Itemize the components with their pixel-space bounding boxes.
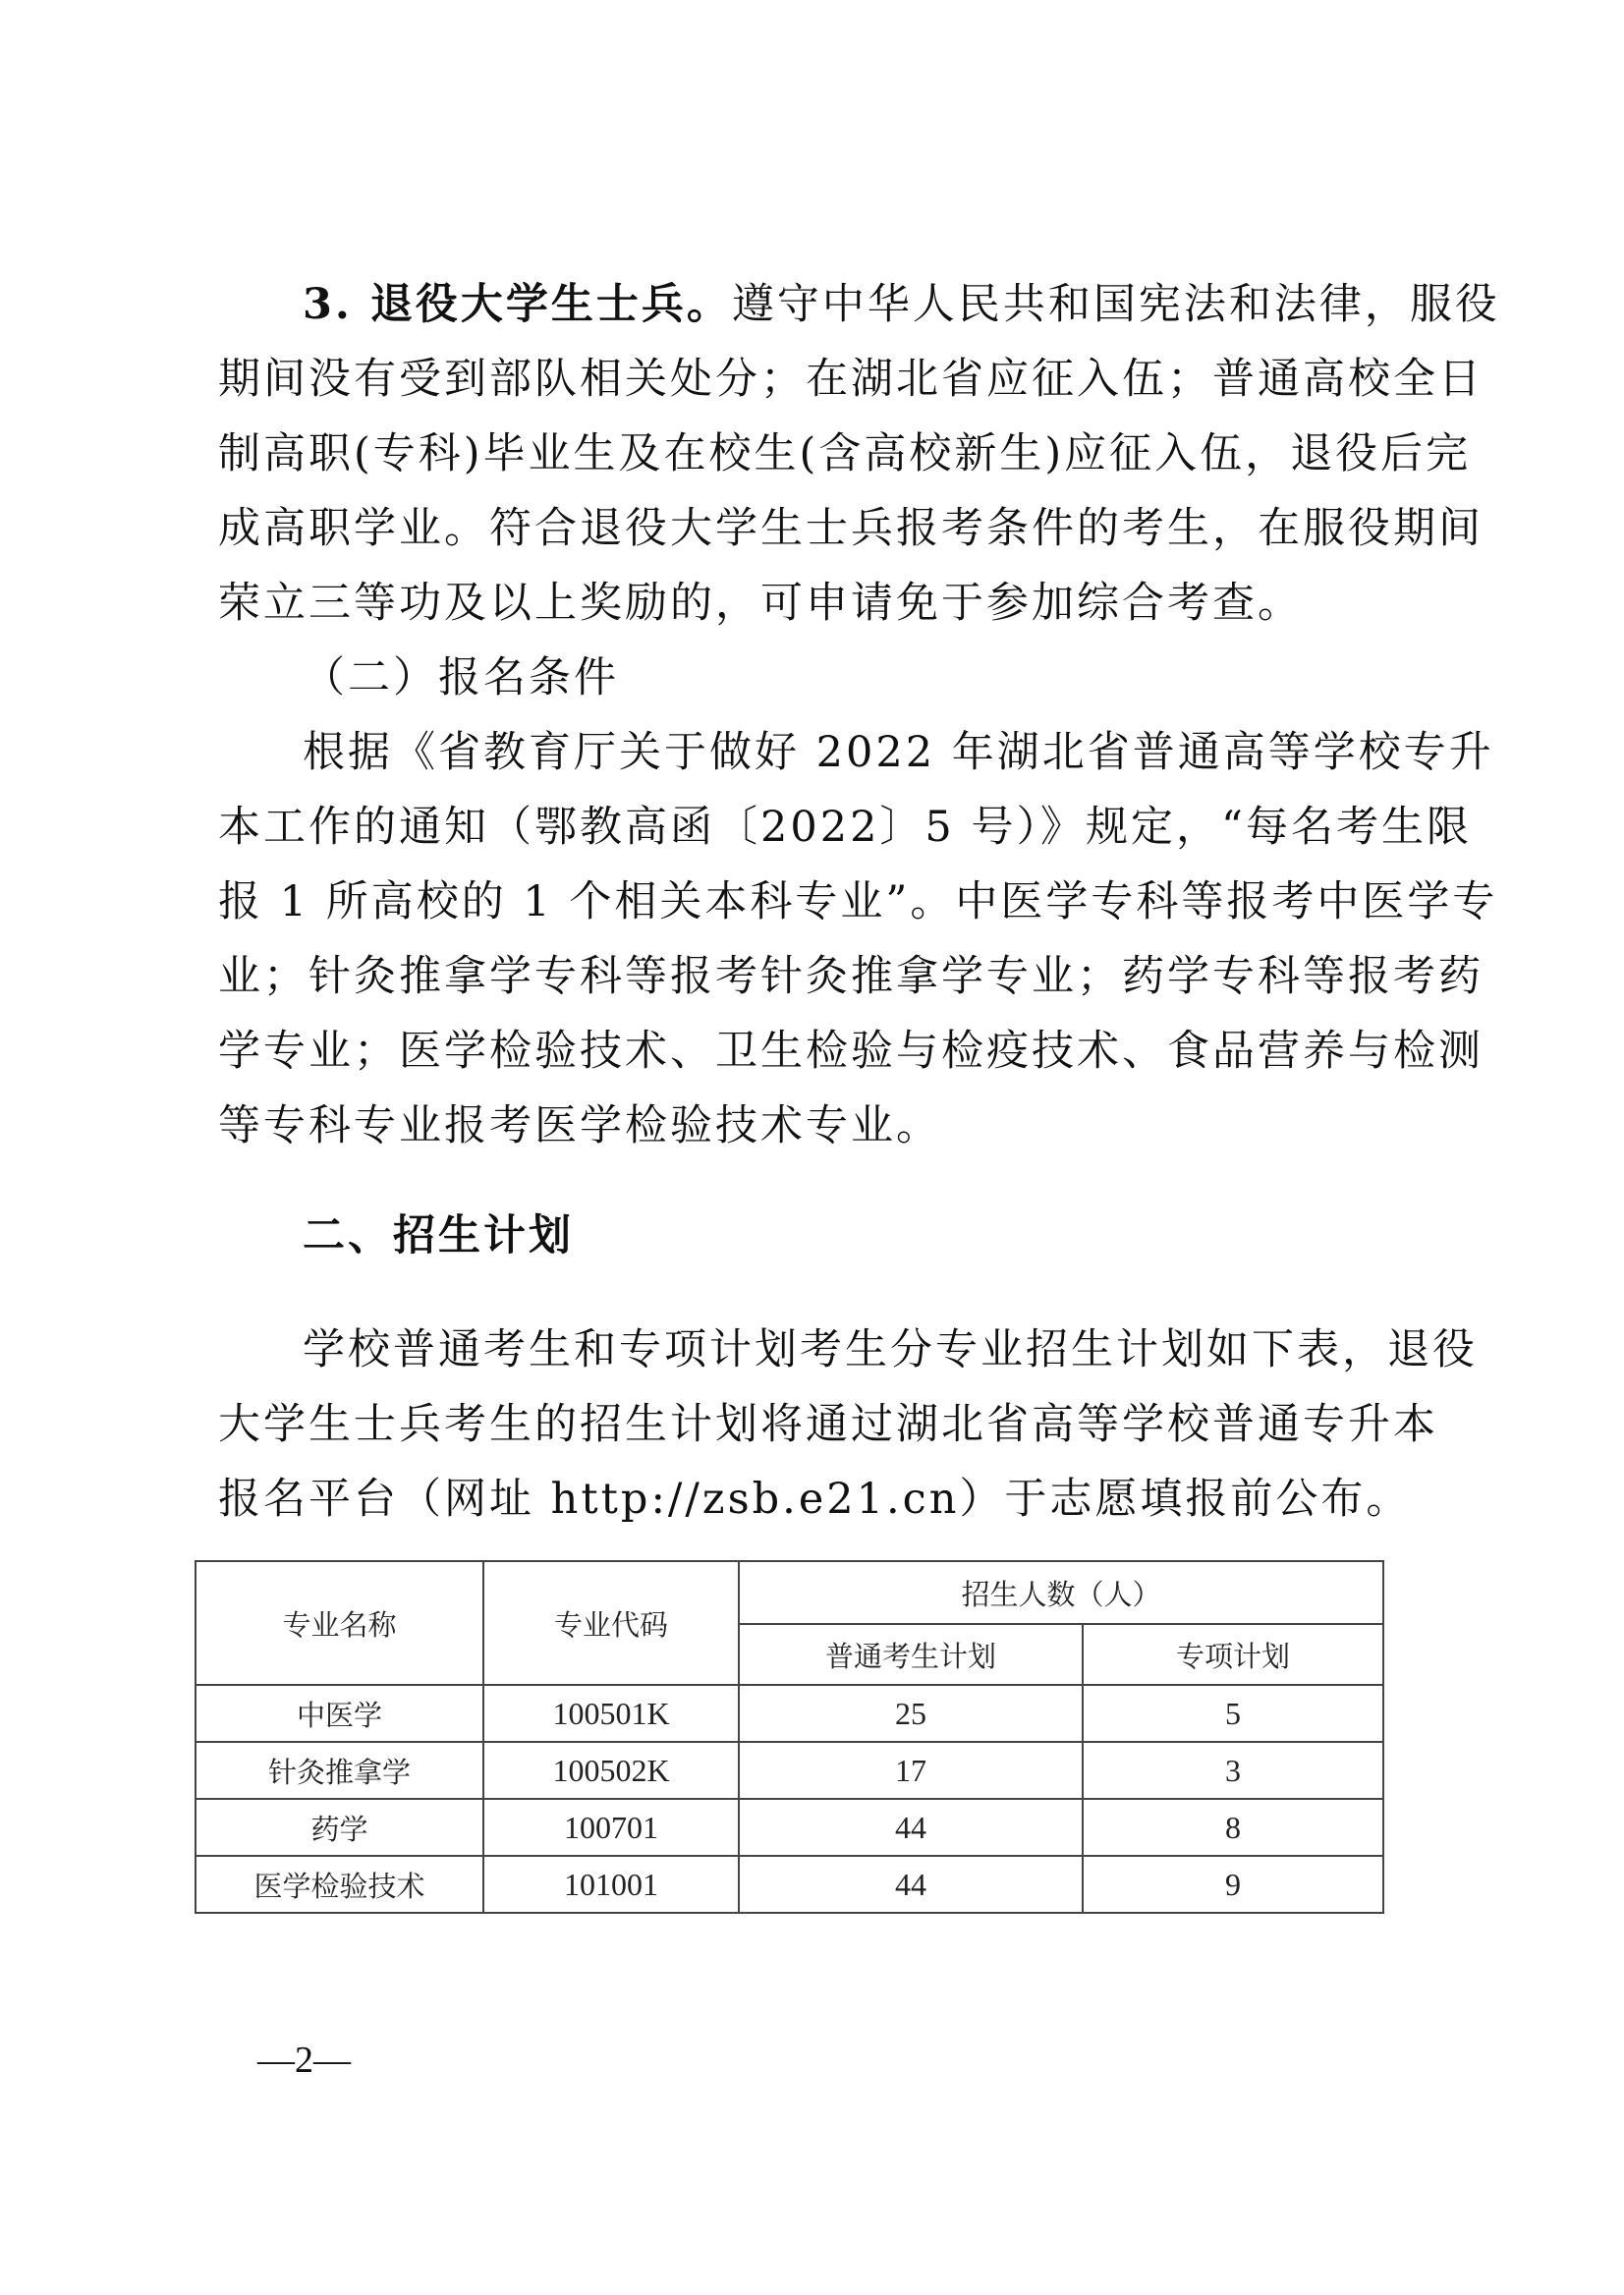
item3-line: 遵守中华人民共和国宪法和法律，服役 xyxy=(731,280,1500,329)
header-enrollment: 招生人数（人） xyxy=(739,1561,1383,1624)
item3-first-line xyxy=(218,267,1500,342)
header-regular-plan: 普通考生计划 xyxy=(739,1624,1083,1685)
item3-line: 成高职学业。符合退役大学生士兵报考条件的考生，在服役期间 xyxy=(218,504,1484,553)
conditions-line: 本工作的通知（鄂教高函〔2022〕5 号）》规定，“每名考生限 xyxy=(218,803,1472,852)
conditions-line: 学专业；医学检验技术、卫生检验与检疫技术、食品营养与检测 xyxy=(218,1027,1484,1076)
cell-major-code: 100501K xyxy=(483,1685,739,1742)
cell-special-count: 8 xyxy=(1083,1799,1383,1856)
cell-major-code: 100502K xyxy=(483,1742,739,1799)
table-header-row xyxy=(196,1561,1383,1624)
plan-intro-paragraph xyxy=(218,1313,1478,1537)
plan-intro-line: 大学生士兵考生的招生计划将通过湖北省高等学校普通专升本 xyxy=(218,1400,1438,1449)
section-heading: 二、招生计划 xyxy=(303,1211,574,1260)
table-row xyxy=(196,1742,1383,1799)
page-number: —2— xyxy=(257,2040,351,2081)
cell-regular-count: 25 xyxy=(739,1685,1083,1742)
conditions-line: 等专科专业报考医学检验技术专业。 xyxy=(218,1101,941,1150)
conditions-line: 根据《省教育厅关于做好 2022 年湖北省普通高等学校专升 xyxy=(303,728,1494,777)
cell-major-name: 针灸推拿学 xyxy=(196,1742,483,1799)
header-major-name: 专业名称 xyxy=(196,1561,483,1685)
conditions-paragraph xyxy=(218,715,1498,1163)
plan-intro-line: 学校普通考生和专项计划考生分专业招生计划如下表，退役 xyxy=(303,1325,1478,1374)
enrollment-plan-table xyxy=(195,1560,1384,1914)
cell-major-name: 药学 xyxy=(196,1799,483,1856)
plan-intro-line: 报名平台（网址 http://zsb.e21.cn）于志愿填报前公布。 xyxy=(218,1475,1412,1524)
item3-line: 期间没有受到部队相关处分；在湖北省应征入伍；普通高校全日 xyxy=(218,355,1484,404)
subsection-heading: （二）报名条件 xyxy=(303,653,619,702)
cell-regular-count: 44 xyxy=(739,1856,1083,1913)
cell-special-count: 5 xyxy=(1083,1685,1383,1742)
cell-special-count: 9 xyxy=(1083,1856,1383,1913)
table-row xyxy=(196,1685,1383,1742)
cell-major-name: 医学检验技术 xyxy=(196,1856,483,1913)
cell-special-count: 3 xyxy=(1083,1742,1383,1799)
table-row xyxy=(196,1799,1383,1856)
conditions-line: 报 1 所高校的 1 个相关本科专业”。中医学专科等报考中医学专 xyxy=(218,877,1498,926)
header-special-plan: 专项计划 xyxy=(1083,1624,1383,1685)
cell-major-code: 100701 xyxy=(483,1799,739,1856)
conditions-line: 业；针灸推拿学专科等报考针灸推拿学专业；药学专科等报考药 xyxy=(218,952,1484,1001)
item3-lead: 3. 退役大学生士兵。 xyxy=(303,280,732,329)
cell-regular-count: 44 xyxy=(739,1799,1083,1856)
cell-regular-count: 17 xyxy=(739,1742,1083,1799)
item3-line: 制高职(专科)毕业生及在校生(含高校新生)应征入伍，退役后完 xyxy=(218,429,1472,478)
table-row xyxy=(196,1856,1383,1913)
header-major-code: 专业代码 xyxy=(483,1561,739,1685)
item3-line: 荣立三等功及以上奖励的，可申请免于参加综合考查。 xyxy=(218,579,1303,628)
cell-major-code: 101001 xyxy=(483,1856,739,1913)
cell-major-name: 中医学 xyxy=(196,1685,483,1742)
item3-paragraph xyxy=(218,267,1500,641)
